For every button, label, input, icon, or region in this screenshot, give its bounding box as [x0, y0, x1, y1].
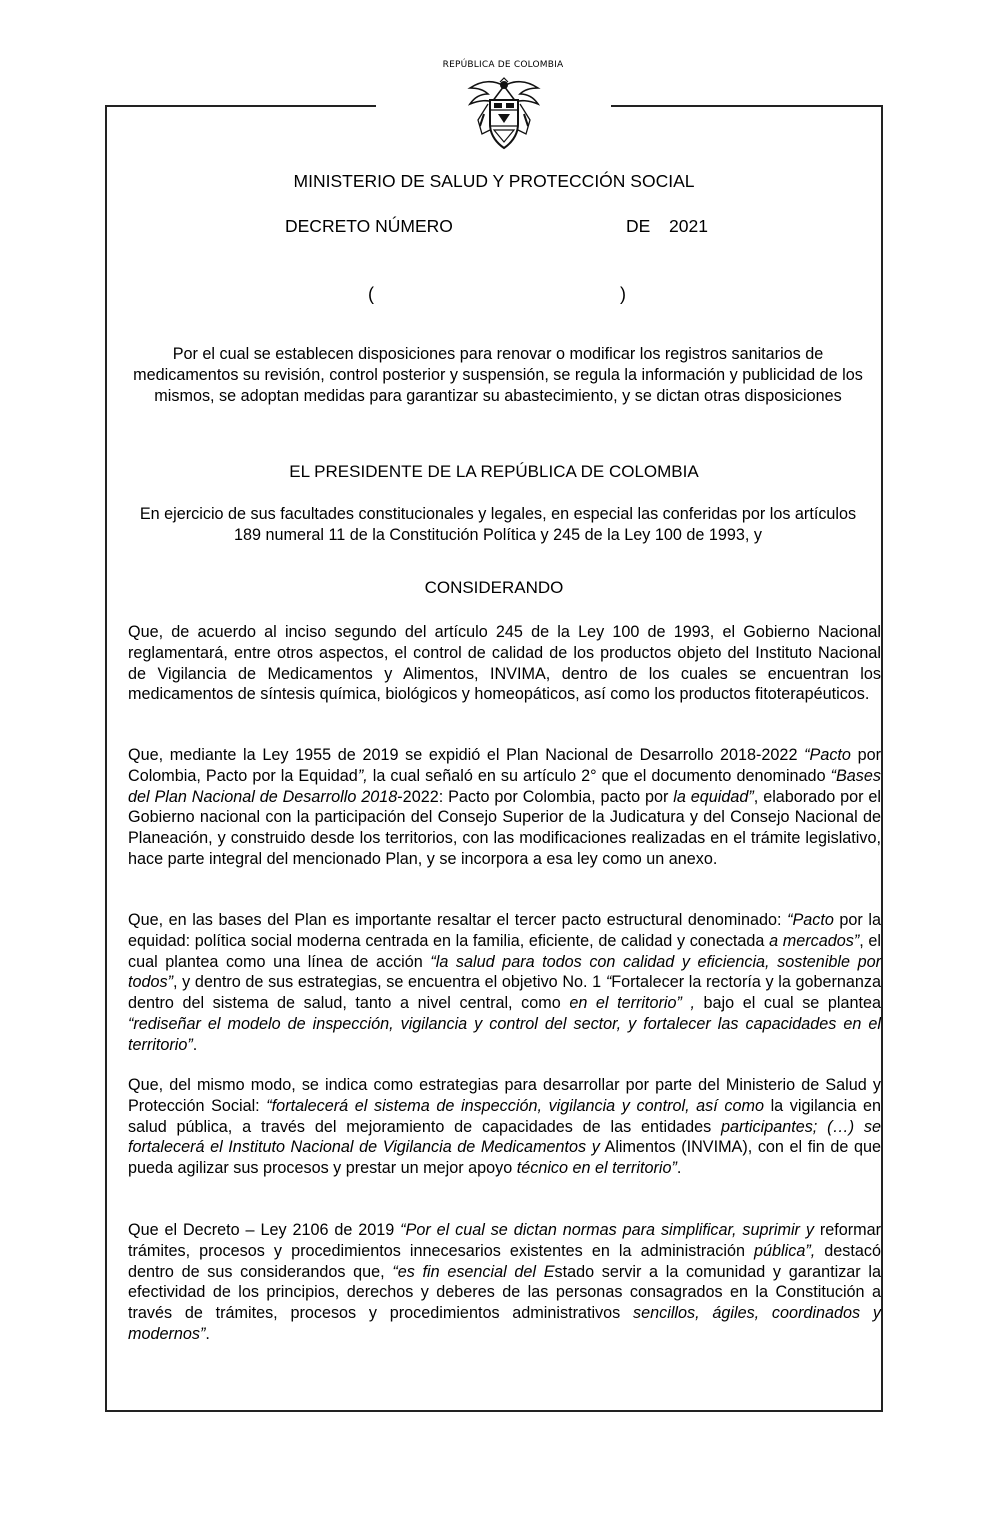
powers-statement: En ejercicio de sus facultades constitucionales y legales, en especial las conferidas por los artículos 189 numeral 11 de la Constitución Política y 245 de la Ley 100 de 1993, y [139, 505, 857, 544]
republica-label: REPÚBLICA DE COLOMBIA [442, 60, 564, 70]
decree-number-label: DECRETO NÚMERO [285, 216, 453, 236]
paragraph-3: Que, en las bases del Plan es importante resaltar el tercer pacto estructural denominado: “Pacto por la equidad: política social moderna centrada en la familia, eficiente, de calidad y conectada a mercados”, el cual plantea como una línea de acción “la salud para todos con calidad y eficiencia, sostenible por todos”, y dentro de sus estrategias, se encuentra el objetivo No. 1 “Fortalecer la rectoría y la gobernanza dentro del sistema de salud, tanto a nivel central, como en el territorio” , bajo el cual se plantea “rediseñar el modelo de inspección, vigilancia y control del sector, y fortalecer las capacidades en el territorio”. [128, 911, 881, 1054]
president-heading: EL PRESIDENTE DE LA REPÚBLICA DE COLOMBIA [289, 462, 699, 481]
frame-border-left [105, 105, 107, 1412]
frame-border-right [881, 105, 883, 1412]
decree-year: 2021 [669, 216, 708, 236]
decree-title: Por el cual se establecen disposiciones para renovar o modificar los registros sanitarios de medicamentos su revisión, control posterior y suspensión, se regula la información y publicidad de los mismos, se adoptan medidas para garantizar su abastecimiento, y se dictan otras disposiciones [133, 345, 863, 405]
paragraph-5: Que el Decreto – Ley 2106 de 2019 “Por el cual se dictan normas para simplificar, suprimir y reformar trámites, procesos y procedimientos innecesarios existentes en la administración pública”, destacó dentro de sus considerandos que, “es fin esencial del Estado servir a la comunidad y garantizar la efectividad de los principios, derechos y deberes de las personas consagrados en la Constitución a través de trámites, procesos y procedimientos administrativos sencillos, ágiles, coordinados y modernos”. [128, 1221, 881, 1343]
decree-de-label: DE [626, 216, 651, 236]
paragraph-2: Que, mediante la Ley 1955 de 2019 se expidió el Plan Nacional de Desarrollo 2018-2022 “Pacto por Colombia, Pacto por la Equidad”, la cual señaló en su artículo 2° que el documento denominado “Bases del Plan Nacional de Desarrollo 2018-2022: Pacto por Colombia, pacto por la equidad”, elaborado por el Gobierno nacional con la participación del Consejo Superior de la Judicatura y del Consejo Nacional de Planeación, y construido desde los territorios, con las modificaciones realizadas en el trámite legislativo, hace parte integral del mencionado Plan, y se incorpora a esa ley como un anexo. [128, 746, 882, 868]
frame-border-bottom [105, 1410, 883, 1412]
paren-open: ( [368, 284, 374, 304]
considerando-heading: CONSIDERANDO [424, 578, 564, 597]
paragraph-4: Que, del mismo modo, se indica como estrategias para desarrollar por parte del Ministerio de Salud y Protección Social: “fortalecerá el sistema de inspección, vigilancia y control, así como la vigilancia en salud pública, a través del mejoramiento de capacidades de las entidades participantes; (…) se fortalecerá el Instituto Nacional de Vigilancia de Medicamentos y Alimentos (INVIMA), con el fin de que pueda agilizar sus procesos y prestar un mejor apoyo técnico en el territorio”. [128, 1076, 881, 1178]
paragraph-1: Que, de acuerdo al inciso segundo del artículo 245 de la Ley 100 de 1993, el Gobierno Nacional reglamentará, entre otros aspectos, el control de calidad de los productos objeto del Instituto Nacional de Vigilancia de Medicamentos y Alimentos, INVIMA, dentro de los cuales se encuentran los medicamentos de síntesis química, biológicos y homeopáticos, así como los productos fitoterapéuticos. [128, 623, 881, 704]
ministry-heading: MINISTERIO DE SALUD Y PROTECCIÓN SOCIAL [293, 171, 695, 191]
paren-close: ) [620, 284, 626, 304]
coat-of-arms-emblem [464, 74, 544, 154]
frame-border-top-right [611, 105, 883, 107]
frame-border-top-left [105, 105, 376, 107]
